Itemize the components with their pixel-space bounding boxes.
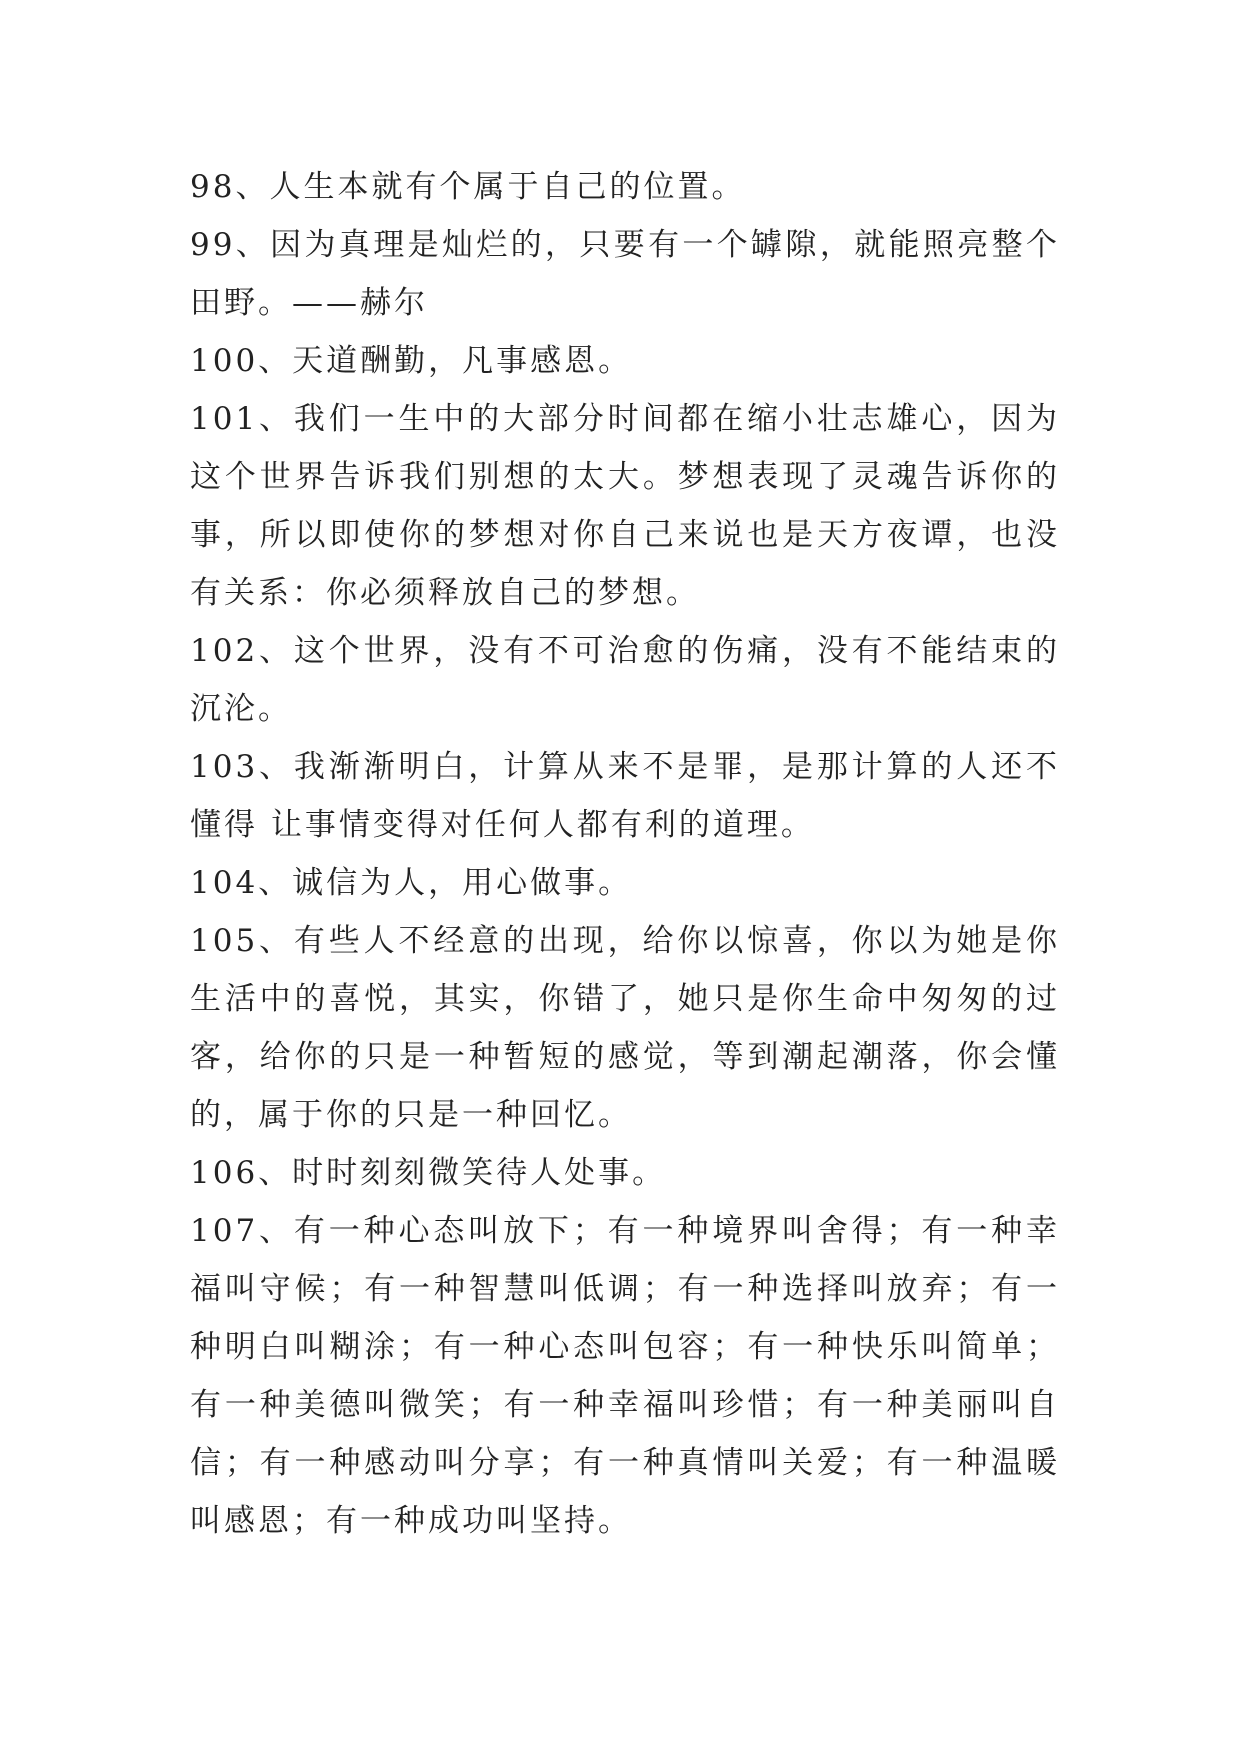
paragraph-104: 104、诚信为人，用心做事。 [190,865,633,901]
paragraph-107: 107、有一种心态叫放下；有一种境界叫舍得；有一种幸福叫守候；有一种智慧叫低调；有一种选择叫放弃；有一种明白叫糊涂；有一种心态叫包容；有一种快乐叫简单；有一种美德叫微笑；有一种幸福叫珍惜；有一种美丽叫自信；有一种感动叫分享；有一种真情叫关爱；有一种温暖叫感恩；有一种成功叫坚持。 [190,1213,1060,1539]
paragraph-98: 98、人生本就有个属于自己的位置。 [190,169,746,205]
paragraph-103: 103、我渐渐明白，计算从来不是罪，是那计算的人还不懂得 让事情变得对任何人都有利的道理。 [190,749,1060,843]
paragraph-106: 106、时时刻刻微笑待人处事。 [190,1155,667,1191]
paragraph-105: 105、有些人不经意的出现，给你以惊喜，你以为她是你生活中的喜悦，其实，你错了，她只是你生命中匆匆的过客，给你的只是一种暂短的感觉，等到潮起潮落，你会懂的，属于你的只是一种回忆。 [190,923,1060,1133]
paragraph-99: 99、因为真理是灿烂的，只要有一个罅隙，就能照亮整个田野。——赫尔 [190,227,1060,321]
document-body [190,158,1060,1550]
paragraph-102: 102、这个世界，没有不可治愈的伤痛，没有不能结束的沉沦。 [190,633,1060,727]
paragraph-100: 100、天道酬勤，凡事感恩。 [190,343,633,379]
paragraph-101: 101、我们一生中的大部分时间都在缩小壮志雄心，因为这个世界告诉我们别想的太大。梦想表现了灵魂告诉你的事，所以即使你的梦想对你自己来说也是天方夜谭，也没有关系：你必须释放自己的梦想。 [190,401,1060,611]
